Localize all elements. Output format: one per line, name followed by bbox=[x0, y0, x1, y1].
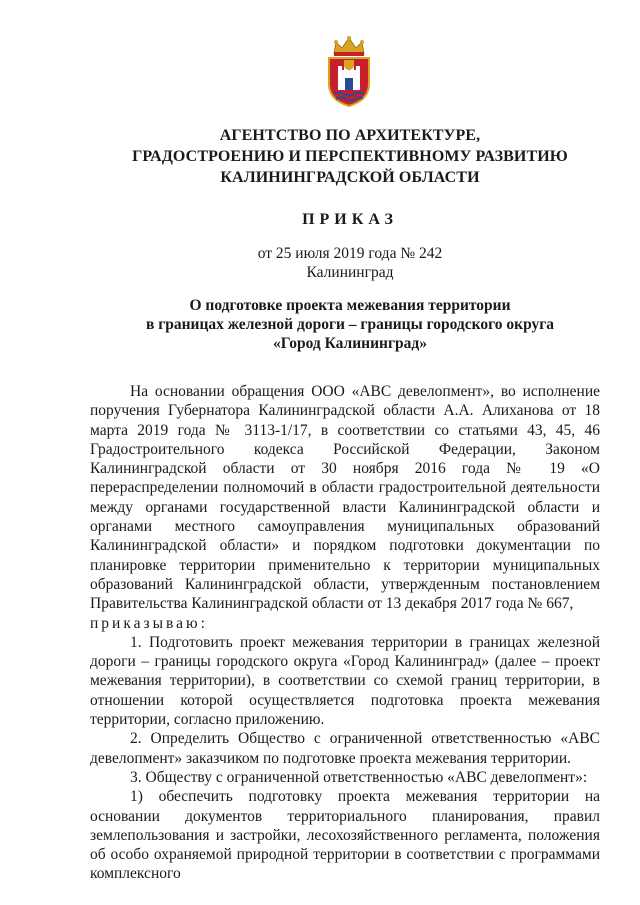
preamble-paragraph: На основании обращения ООО «АВС девелопмент», во исполнение поручения Губернатора Калининградской области А.А. Алиханова от 18 марта 2019 года № 3113-1/17, в соответствии со статьями 43, 45, 46 Градостроительного кодекса Российской Федерации, Законом Калининградской области от 30 ноября 2016 года № 19 «О перераспределении полномочий в области градостроительной деятельности между органами государственной власти Калининградской области и органами местного самоуправления муниципальных образований Калининградской области» и порядком подготовки документации по планировке территории применительно к территории муниципальных образований Калининградской области, утвержденным постановлением Правительства Калининградской области от 13 декабря 2017 года № 667, bbox=[90, 383, 600, 613]
order-subject-line: в границах железной дороги – границы городского округа bbox=[145, 316, 555, 333]
order-item-2: 2. Определить Общество с ограниченной ответственностью «АВС девелопмент» заказчиком по подготовке проекта межевания территории. bbox=[90, 730, 600, 767]
order-subject bbox=[90, 296, 610, 353]
order-title: ПРИКАЗ bbox=[302, 211, 398, 228]
order-city: Калининград bbox=[306, 264, 394, 281]
agency-name-line: ГРАДОСТРОЕНИЮ И ПЕРСПЕКТИВНОМУ РАЗВИТИЮ bbox=[132, 148, 568, 165]
agency-name-line: АГЕНТСТВО ПО АРХИТЕКТУРЕ, bbox=[219, 127, 481, 144]
order-date-number: от 25 июля 2019 года № 242 bbox=[257, 245, 443, 262]
order-word-paragraph bbox=[90, 614, 600, 633]
order-subject-line: О подготовке проекта межевания территории bbox=[189, 297, 511, 314]
order-meta bbox=[90, 244, 610, 282]
order-item-3-1: 1) обеспечить подготовку проекта межевания территории на основании документов территориального планирования, правил землепользования и застройки, лесохозяйственного регламента, положения об особо охраняемой природной территории в соответствии с программами комплексного bbox=[90, 788, 600, 883]
order-word: приказываю: bbox=[90, 614, 208, 632]
order-subject-line: «Город Калининград» bbox=[273, 335, 427, 352]
order-item-3: 3. Обществу с ограниченной ответственностью «АВС девелопмент»: bbox=[130, 768, 588, 786]
agency-name bbox=[90, 125, 610, 188]
order-item-1: 1. Подготовить проект межевания территории в границах железной дороги – границы городского округа «Город Калининград» (далее – проект межевания территории), в соответствии со схемой границ территории, в отношении которой осуществляется подготовка проекта межевания территории, согласно приложению. bbox=[90, 633, 600, 729]
order-body bbox=[90, 382, 600, 884]
agency-name-line: КАЛИНИНГРАДСКОЙ ОБЛАСТИ bbox=[220, 169, 480, 186]
kaliningrad-coat-of-arms-icon bbox=[324, 34, 374, 108]
